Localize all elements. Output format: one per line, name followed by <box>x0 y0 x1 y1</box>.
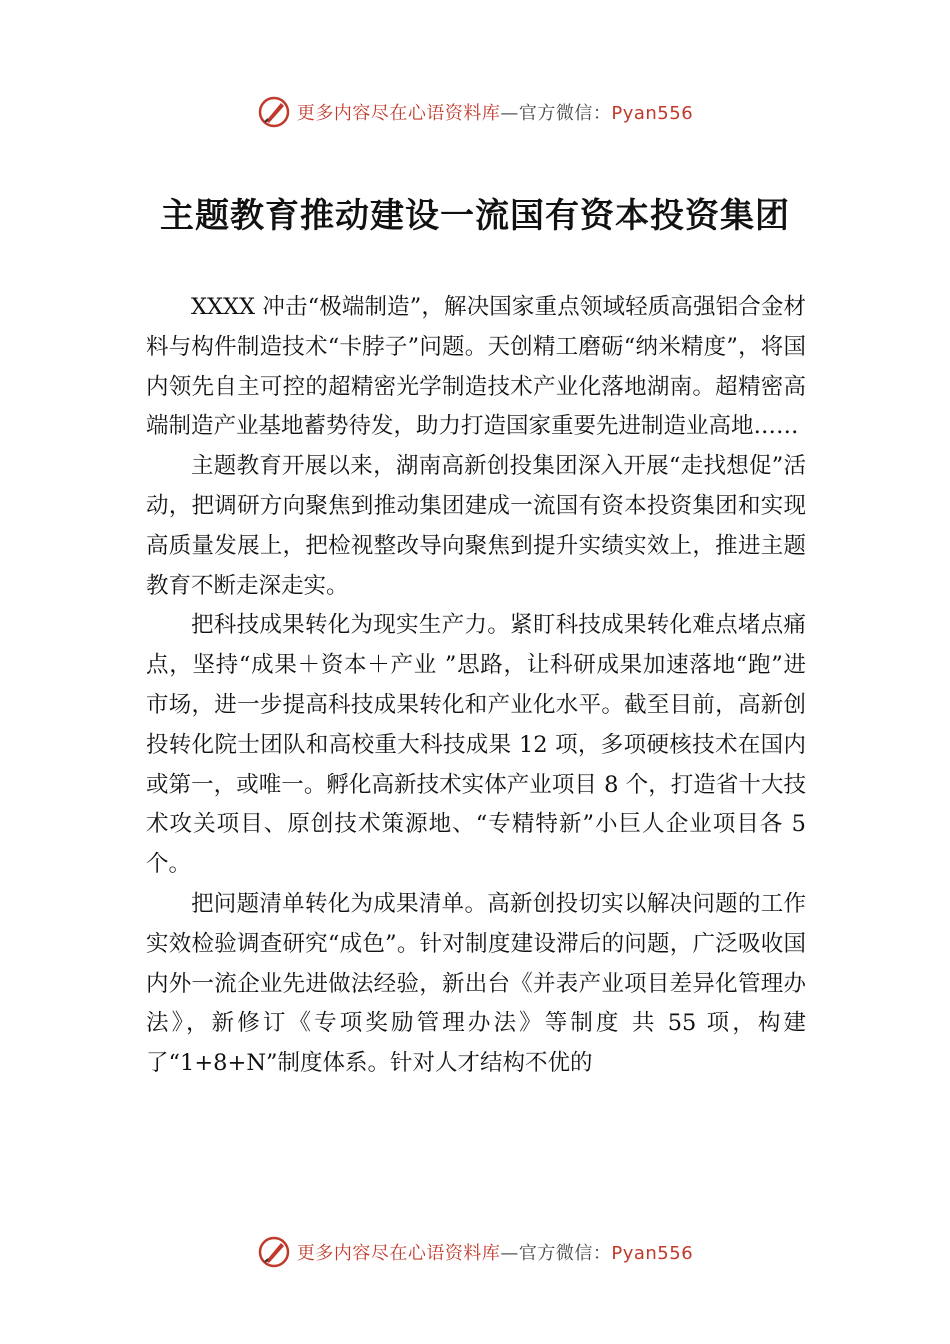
header-banner-separator: — <box>500 103 519 124</box>
document-body <box>146 288 806 1084</box>
footer-banner-slogan: 更多内容尽在心语资料库 <box>296 1243 501 1264</box>
header-banner-slogan: 更多内容尽在心语资料库 <box>296 103 501 124</box>
paragraph-1: XXXX 冲击“极端制造”，解决国家重点领域轻质高强铝合金材料与构件制造技术“卡脖子”问题。天创精工磨砺“纳米精度”，将国内领先自主可控的超精密光学制造技术产业化落地湖南。超精密高端制造产业基地蓄势待发，助力打造国家重要先进制造业高地…… <box>146 294 806 440</box>
footer-banner-wechat-id: Pyan556 <box>611 1243 694 1264</box>
footer-banner-text <box>297 1239 693 1265</box>
header-banner-text <box>297 99 693 125</box>
quill-pen-logo-icon <box>257 1235 291 1269</box>
quill-pen-logo-icon <box>257 95 291 129</box>
header-banner-label: 官方微信： <box>518 103 612 124</box>
footer-banner-separator: — <box>500 1243 519 1264</box>
header-banner-wechat-id: Pyan556 <box>611 103 694 124</box>
footer-banner-label: 官方微信： <box>518 1243 612 1264</box>
paragraph-3: 把科技成果转化为现实生产力。紧盯科技成果转化难点堵点痛点，坚持“成果＋资本＋产业 ”思路，让科研成果加速落地“跑”进市场，进一步提高科技成果转化和产业化水平。截至目前，高新创投转化院士团队和高校重大科技成果 12 项，多项硬核技术在国内或第一，或唯一。孵化高新技术实体产业项目 8 个，打造省十大技术攻关项目、原创技术策源地、“专精特新”小巨人企业项目各 5 个。 <box>146 612 806 878</box>
document-title: 主题教育推动建设一流国有资本投资集团 <box>160 196 790 236</box>
header-banner <box>0 92 950 132</box>
paragraph-2: 主题教育开展以来，湖南高新创投集团深入开展“走找想促”活动，把调研方向聚焦到推动集团建成一流国有资本投资集团和实现高质量发展上，把检视整改导向聚焦到提升实绩实效上，推进主题教育不断走深走实。 <box>146 453 806 599</box>
paragraph-4: 把问题清单转化为成果清单。高新创投切实以解决问题的工作实效检验调查研究“成色”。针对制度建设滞后的问题，广泛吸收国内外一流企业先进做法经验，新出台《并表产业项目差异化管理办法》，新修订《专项奖励管理办法》等制度 共 55 项，构建了“1+8+N”制度体系。针对人才结构不优的 <box>146 890 806 1077</box>
footer-banner <box>0 1232 950 1272</box>
